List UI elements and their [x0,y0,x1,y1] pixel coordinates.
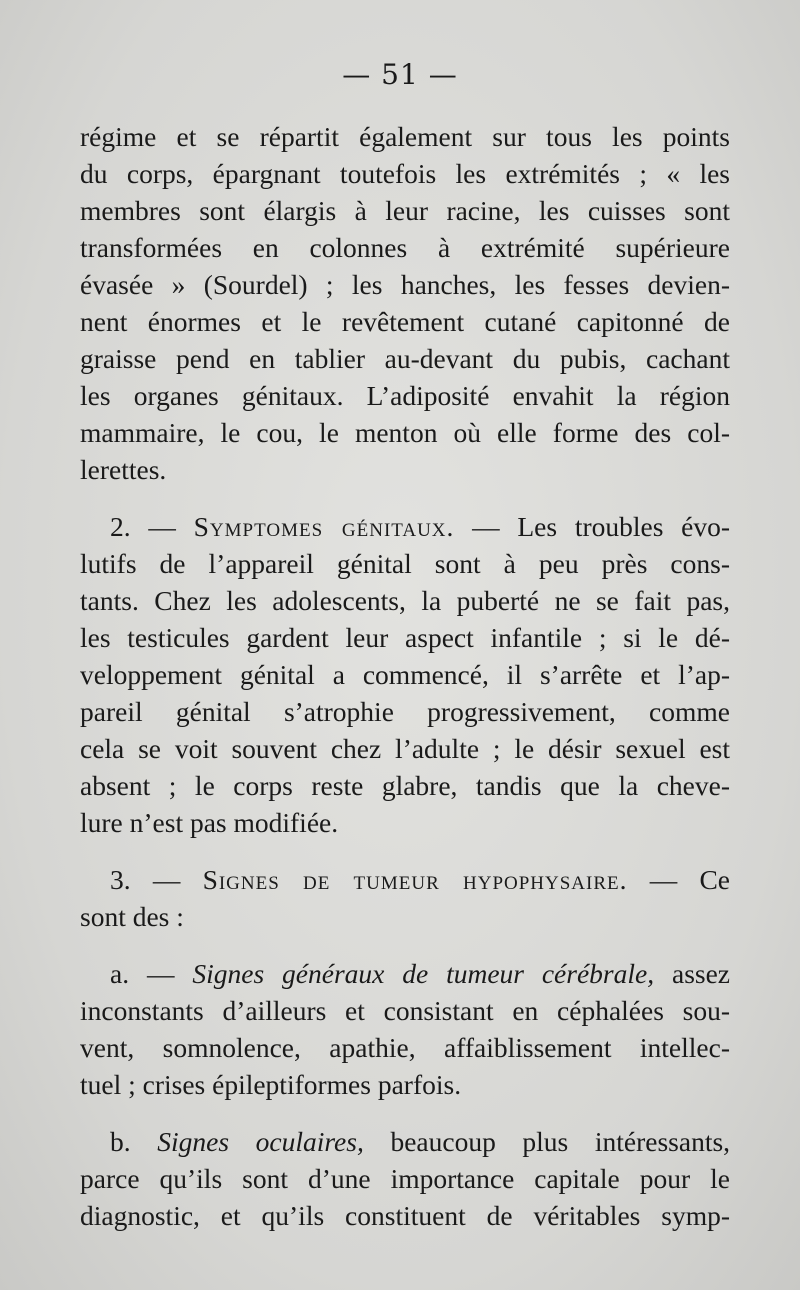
text-line: graisse pend en tablier au-devant du pubis, cachant [80,343,730,374]
section-heading: Symptomes génitaux. [193,511,455,542]
section-heading: Signes de tumeur hypophysaire. [202,864,628,895]
subsection-title: Signes généraux de tumeur cérébrale, [192,958,655,989]
text-line: diagnostic, et qu’ils constituent de véritables symp- [80,1200,730,1231]
text-line: lutifs de l’appareil génital sont à peu près cons- [80,548,730,579]
text-line: sont des : [80,901,184,932]
section-number: 3. — [110,864,181,895]
paragraph-tumor-signs [80,861,730,935]
text-line: vent, somnolence, apathie, affaiblissement intellec- [80,1032,730,1063]
text-fragment: assez [671,958,731,989]
text-line: tants. Chez les adolescents, la puberté ne se fait pas, [80,585,730,616]
text-line: transformées en colonnes à extrémité supérieure [80,232,730,263]
section-heading-line [80,861,730,898]
text-line: tuel ; crises épileptiformes parfois. [80,1069,462,1100]
text-line: parce qu’ils sont d’une importance capitale pour le [80,1163,730,1194]
page-number: — 51 — [342,58,458,91]
paragraph-genital-symptoms [80,508,730,841]
text-line: nent énormes et le revêtement cutané capitonné de [80,306,730,337]
section-heading-line [80,508,730,545]
text-line: absent ; le corps reste glabre, tandis que la cheve- [80,770,730,801]
subsection-heading-line [80,1123,730,1160]
paragraph-ocular-signs [80,1123,730,1234]
text-line: lerettes. [80,454,167,485]
text-line: mammaire, le cou, le menton où elle forme des col- [80,417,730,448]
subsection-label: a. — [110,958,175,989]
paragraph-general-signs [80,955,730,1103]
text-line: cela se voit souvent chez l’adulte ; le désir sexuel est [80,733,730,764]
subsection-title: Signes oculaires, [157,1126,364,1157]
text-line: inconstants d’ailleurs et consistant en céphalées sou- [80,995,730,1026]
text-fragment: — Les troubles évo- [472,511,731,542]
subsection-label: b. [110,1126,131,1157]
text-line: les testicules gardent leur aspect infantile ; si le dé- [80,622,730,653]
paragraph-adiposity [80,118,730,488]
text-fragment: beaucoup plus intéressants, [390,1126,731,1157]
text-line: lure n’est pas modifiée. [80,807,339,838]
text-fragment: — Ce [649,864,730,895]
text-line: du corps, épargnant toutefois les extrémités ; « les [80,158,730,189]
subsection-heading-line [80,955,730,992]
text-line: membres sont élargis à leur racine, les cuisses sont [80,195,730,226]
section-number: 2. — [110,511,176,542]
text-line: évasée » (Sourdel) ; les hanches, les fesses devien- [80,269,730,300]
text-line: régime et se répartit également sur tous les points [80,121,730,152]
text-line: veloppement génital a commencé, il s’arrête et l’ap- [80,659,730,690]
text-line: pareil génital s’atrophie progressivement, comme [80,696,730,727]
text-line: les organes génitaux. L’adiposité envahit la région [80,380,730,411]
page-body [80,118,730,1234]
